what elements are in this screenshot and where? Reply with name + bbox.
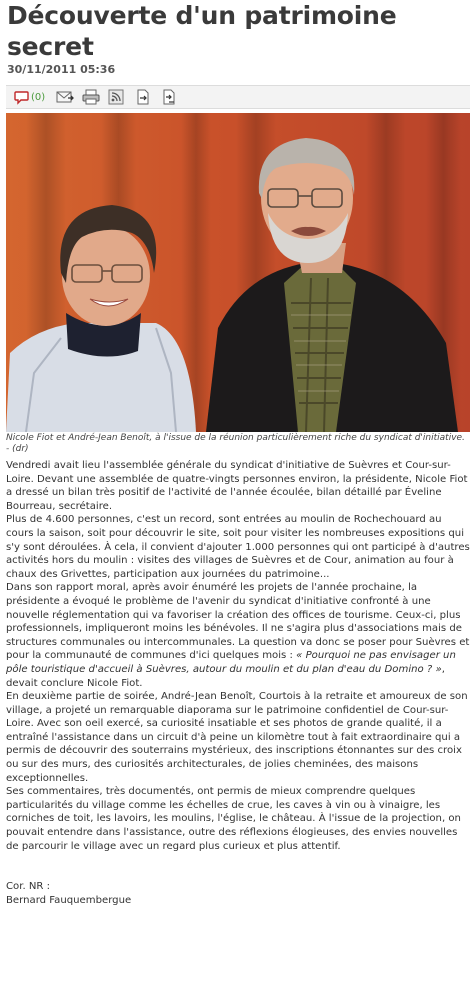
email-icon (56, 89, 74, 105)
article-body (6, 459, 470, 908)
print-button[interactable] (82, 89, 100, 105)
photo-caption: Nicole Fiot et André-Jean Benoît, à l'issue de la réunion particulièrement riche du syndicat d'initiative. - (dr) (6, 433, 465, 454)
comments-link[interactable] (14, 89, 45, 105)
export-button[interactable] (135, 89, 151, 105)
paragraph: Plus de 4.600 personnes, c'est un record, sont entrées au moulin de Rochechouard au cours la saison, soit pour découvrir le site, soit pour visiter les nombreuses expositions qui s'y sont déroulées. À cela, il convient d'ajouter 1.000 personnes qui ont participé à d'autres activités hors du moulin : visites des villages de Suèvres et de Cour, animation au four à chaux des Grivettes, participation aux journées du patrimoine... (6, 514, 470, 580)
spacer (6, 853, 470, 867)
paragraph: Ses commentaires, très documentés, ont permis de mieux comprendre quelques particularités du village comme les échelles de crue, les caves à vin ou à vinaigre, les corniches de toit, les lavoirs, les moulins, l'église, le château. À l'issue de la projection, on pouvait entendre dans l'assistance, outre des réflexions élogieuses, des envies nouvelles de parcourir le village avec un regard plus curieux et plus attentif. (6, 786, 461, 852)
rss-icon (108, 89, 124, 105)
comment-count: (0) (31, 91, 46, 103)
print-icon (82, 89, 100, 105)
spacer (6, 867, 470, 881)
export-icon (135, 89, 151, 105)
article-date: 30/11/2011 05:36 (7, 63, 116, 76)
paragraph (6, 581, 470, 690)
credit-label: Cor. NR : (6, 881, 51, 893)
paragraph: En deuxième partie de soirée, André-Jean Benoît, Courtois à la retraite et amoureux de son village, a projeté un remarquable diaporama sur le patrimoine confidentiel de Cour-sur-Loire. Avec son oeil exercé, sa curiosité insatiable et ses photos de grande qualité, il a entraîné l'assistance dans un circuit d'à peine un kilomètre tout à fait extraordinaire qui a permis de découvrir des souterrains mystérieux, des inscriptions étonnantes sur des croix ou sur des murs, des curiosités architecturales, de jolies cheminées, des maisons exceptionnelles. (6, 691, 468, 784)
article-title: Découverte d'un patrimoine secret (7, 1, 397, 61)
quote-attribution: , devait conclure Nicole Fiot. (6, 663, 445, 689)
paragraph-text: Dans son rapport moral, après avoir énuméré les projets de l'année prochaine, la présidente a évoqué le problème de l'avenir du syndicat d'initiative confronté à une nouvelle réglementation qui va favoriser la création des offices de tourisme. Ceux-ci, plus professionnels, impliqueront moins les bénévoles. Il ne s'agira plus d'associations mais de structures communales ou intercommunales. La question va donc se poser pour Suèvres et pour la communauté de communes d'ici quelques mois : (6, 582, 470, 662)
comment-icon (14, 89, 30, 105)
article-toolbar (6, 85, 470, 109)
quote: « Pourquoi ne pas envisager un pôle touristique d'accueil à Suèvres, autour du moulin et du plan d'eau du Domino ? » (6, 650, 456, 675)
paragraph: Vendredi avait lieu l'assemblée générale du syndicat d'initiative de Suèvres et Cour-sur-Loire. Devant une assemblée de quatre-vingts personnes environ, la présidente, Nicole Fiot a dressé un bilan très positif de l'activité de l'année écoulée, bilan détaillé par Éveline Bourreau, secrétaire. (6, 460, 468, 512)
share-button[interactable] (161, 89, 177, 105)
author-name: Bernard Fauquembergue (6, 895, 132, 906)
photo-illustration (6, 113, 470, 432)
email-button[interactable] (56, 89, 74, 105)
rss-button[interactable] (108, 89, 124, 105)
share-icon (161, 89, 177, 105)
article-photo (6, 113, 470, 432)
